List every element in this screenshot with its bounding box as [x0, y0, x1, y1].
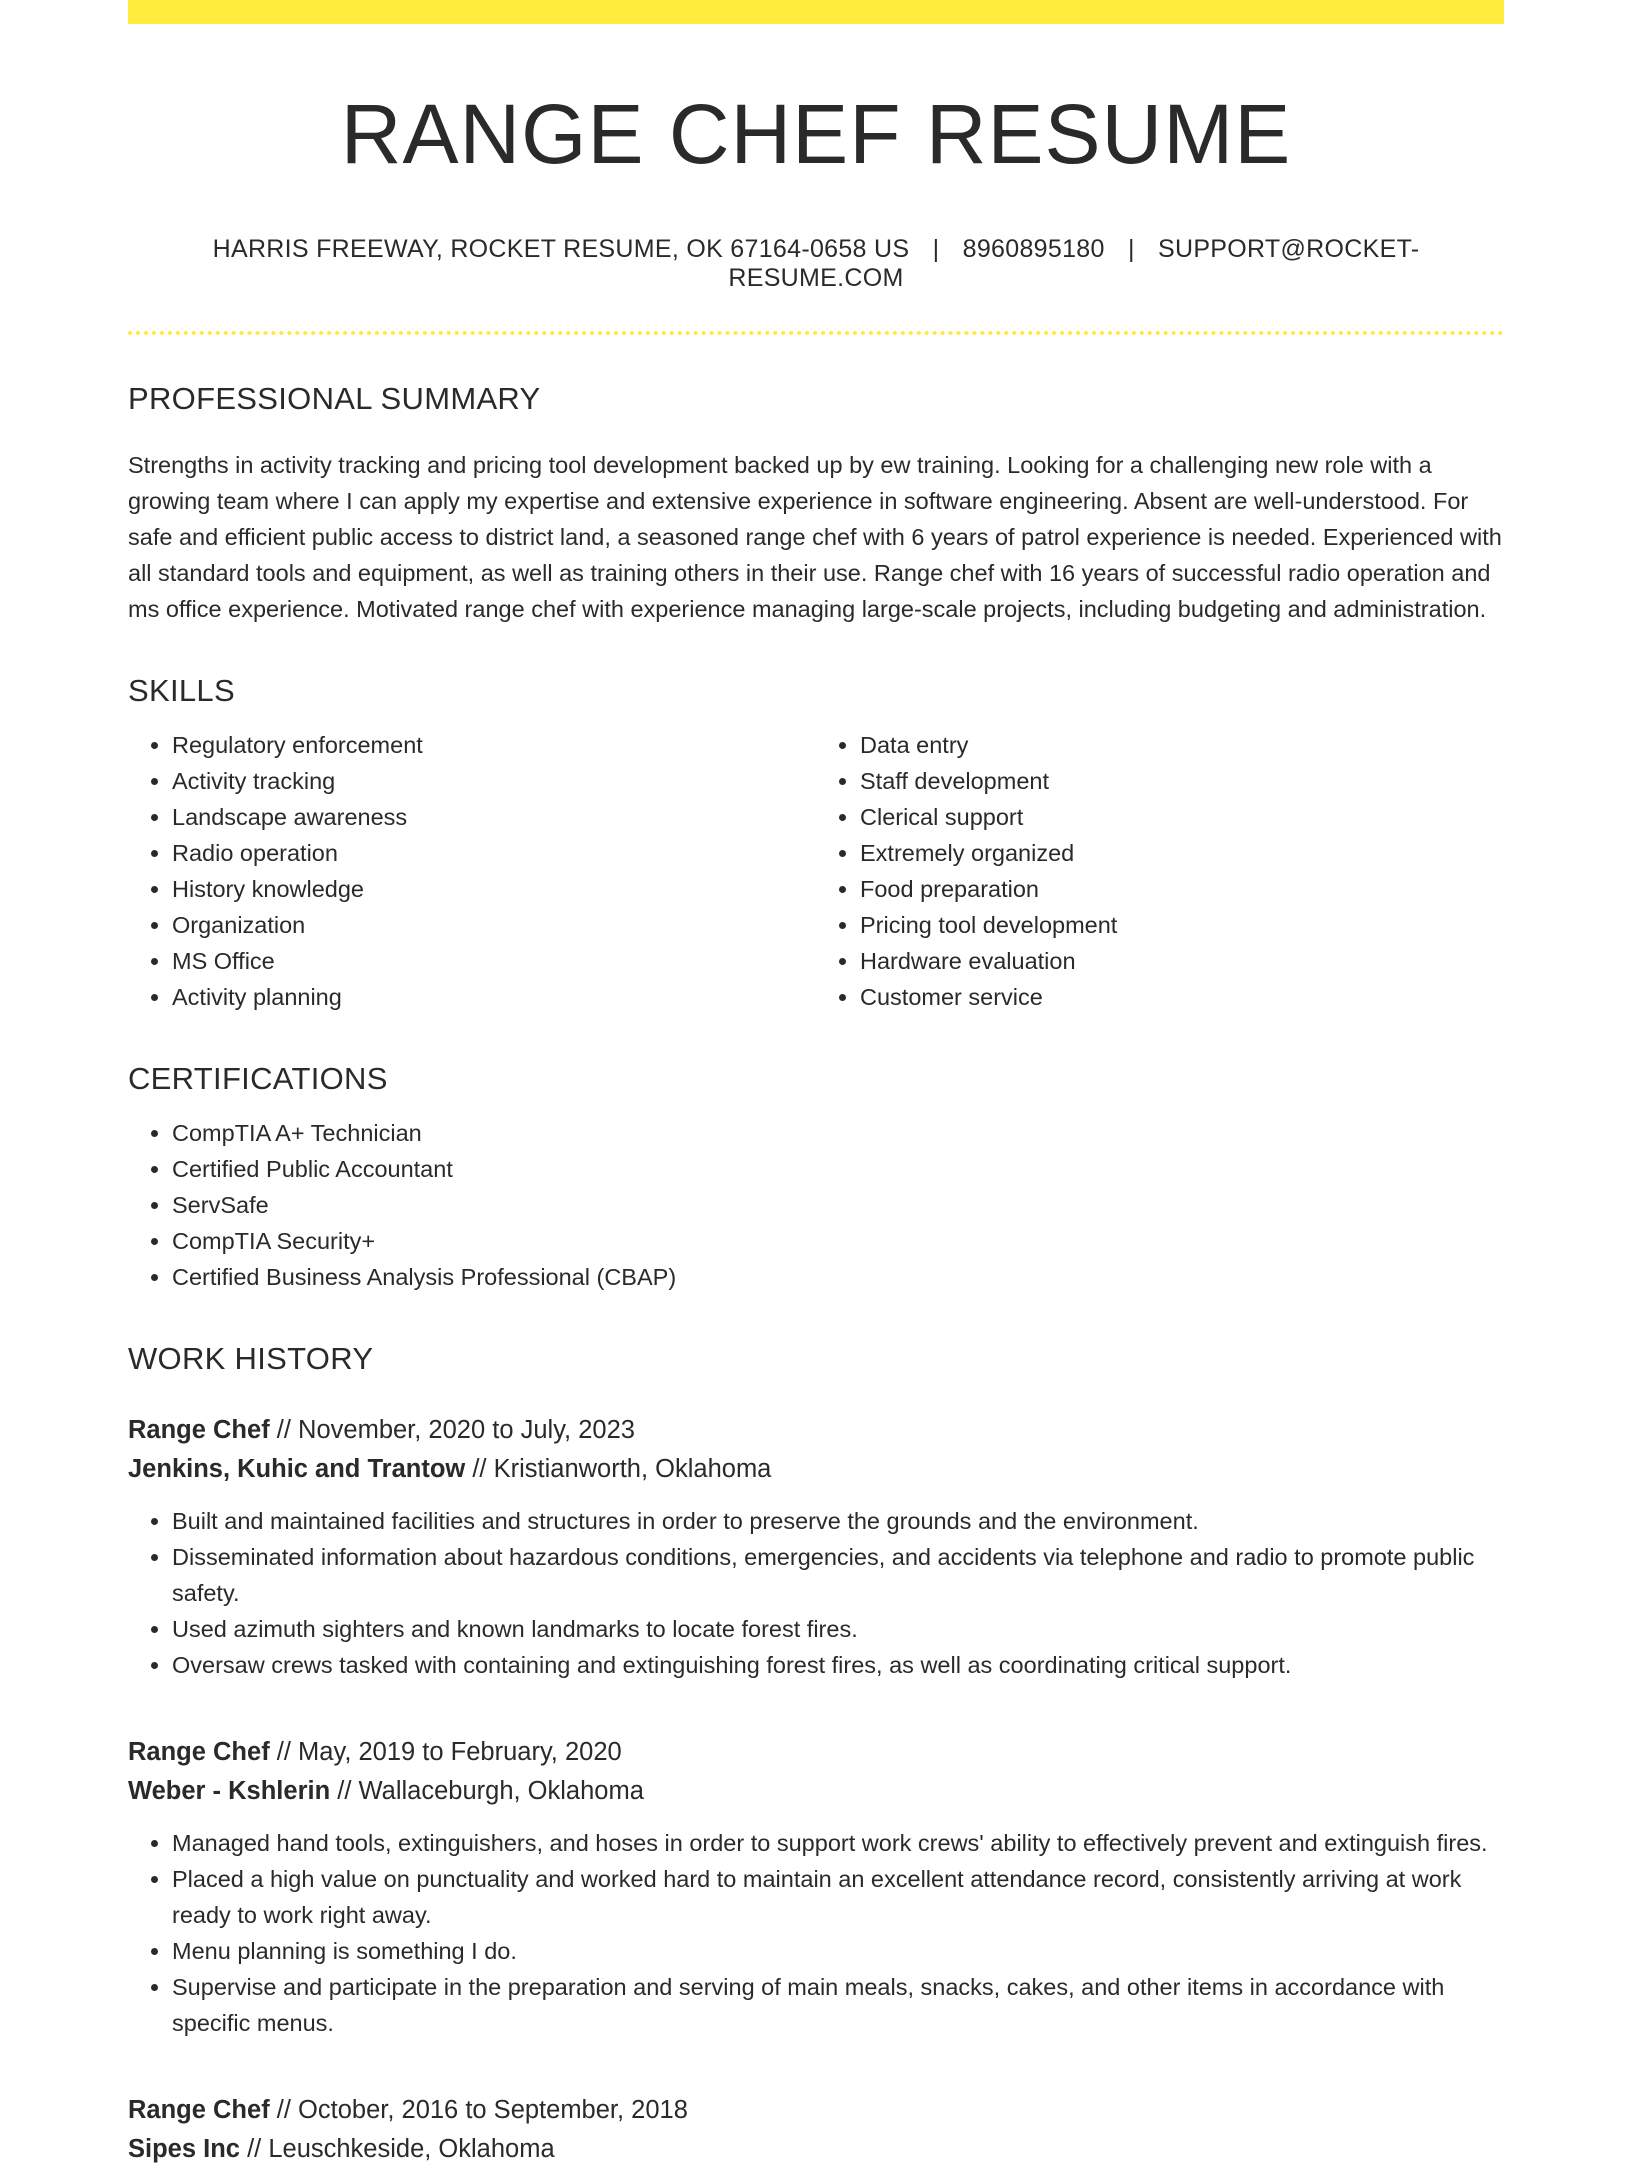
certifications-list — [128, 1115, 1504, 1295]
certification-item: • ServSafe — [172, 1187, 1504, 1223]
job-bullet: • Oversaw crews tasked with containing and extinguishing forest fires, as well as coordinating critical support. — [172, 1647, 1504, 1683]
job-title-line — [128, 2091, 1504, 2130]
job-bullets — [128, 1825, 1504, 2041]
skill-item: • Staff development — [860, 763, 1504, 799]
job-separator: // — [276, 1415, 291, 1444]
work-history-heading: WORK HISTORY — [128, 1340, 374, 1376]
skill-item: • Pricing tool development — [860, 907, 1504, 943]
skill-item: • Clerical support — [860, 799, 1504, 835]
job-bullet: • Managed hand tools, extinguishers, and hoses in order to support work crews' ability to effectively prevent and extinguish fires. — [172, 1825, 1504, 1861]
job-company: Jenkins, Kuhic and Trantow — [128, 1454, 466, 1483]
job-title: Range Chef — [128, 1415, 270, 1444]
job-title-line — [128, 1411, 1504, 1450]
job-bullet: • Used azimuth sighters and known landmarks to locate forest fires. — [172, 1611, 1504, 1647]
skill-item: • Organization — [172, 907, 816, 943]
job-dates: October, 2016 to September, 2018 — [298, 2095, 688, 2124]
certifications-section — [128, 1061, 1504, 1295]
skill-item: • Hardware evaluation — [860, 943, 1504, 979]
contact-line — [128, 235, 1504, 293]
job-dates: May, 2019 to February, 2020 — [298, 1737, 622, 1766]
job-title-line — [128, 1733, 1504, 1772]
skills-section — [128, 673, 1504, 1015]
skill-item: • Data entry — [860, 727, 1504, 763]
job-separator: // — [472, 1454, 487, 1483]
skill-item: • Food preparation — [860, 871, 1504, 907]
skill-item: • Activity planning — [172, 979, 816, 1015]
skills-columns — [128, 727, 1504, 1015]
resume-page — [128, 0, 1504, 2169]
skill-item: • Regulatory enforcement — [172, 727, 816, 763]
contact-separator: | — [932, 234, 940, 263]
job-bullets — [128, 1503, 1504, 1683]
skills-heading: SKILLS — [128, 672, 235, 708]
job-separator: // — [337, 1776, 352, 1805]
job-separator: // — [276, 2095, 291, 2124]
dotted-divider — [128, 331, 1504, 335]
accent-top-bar — [128, 0, 1504, 24]
certification-item: • CompTIA A+ Technician — [172, 1115, 1504, 1151]
job-company: Weber - Kshlerin — [128, 1776, 331, 1805]
page-title: RANGE CHEF RESUME — [340, 87, 1292, 181]
job-title: Range Chef — [128, 1737, 270, 1766]
skill-item: • MS Office — [172, 943, 816, 979]
job-entry — [128, 2091, 1504, 2169]
job-title: Range Chef — [128, 2095, 270, 2124]
certification-item: • Certified Public Accountant — [172, 1151, 1504, 1187]
skills-left-list — [128, 727, 816, 1015]
certifications-heading: CERTIFICATIONS — [128, 1060, 388, 1096]
job-bullet: • Supervise and participate in the preparation and serving of main meals, snacks, cakes, and other items in accordance with specific menus. — [172, 1969, 1504, 2041]
skill-item: • Radio operation — [172, 835, 816, 871]
job-bullet: • Menu planning is something I do. — [172, 1933, 1504, 1969]
contact-separator: | — [1127, 234, 1135, 263]
job-bullet: • Built and maintained facilities and structures in order to preserve the grounds and the environment. — [172, 1503, 1504, 1539]
skill-item: • History knowledge — [172, 871, 816, 907]
job-company-line — [128, 1450, 1504, 1489]
skill-item: • Extremely organized — [860, 835, 1504, 871]
job-location: Wallaceburgh, Oklahoma — [358, 1776, 644, 1805]
skill-item: • Landscape awareness — [172, 799, 816, 835]
summary-heading: PROFESSIONAL SUMMARY — [128, 380, 541, 416]
job-entry — [128, 1411, 1504, 1683]
certification-item: • CompTIA Security+ — [172, 1223, 1504, 1259]
job-dates: November, 2020 to July, 2023 — [298, 1415, 635, 1444]
work-history-section — [128, 1341, 1504, 2169]
job-location: Leuschkeside, Oklahoma — [268, 2134, 555, 2163]
job-bullet: • Disseminated information about hazardous conditions, emergencies, and accidents via telephone and radio to promote public safety. — [172, 1539, 1504, 1611]
skills-right-list — [816, 727, 1504, 1015]
summary-section — [128, 381, 1504, 627]
job-company-line — [128, 1772, 1504, 1811]
skill-item: • Activity tracking — [172, 763, 816, 799]
contact-phone: 8960895180 — [962, 234, 1105, 263]
job-separator: // — [247, 2134, 262, 2163]
job-company: Sipes Inc — [128, 2134, 240, 2163]
contact-email: SUPPORT@ROCKET-RESUME.COM — [728, 234, 1420, 292]
summary-text: Strengths in activity tracking and pricing tool development backed up by ew training. Looking for a challenging new role with a growing team where I can apply my expertise and extensive experience in software engineering. Absent are well-understood. For safe and efficient public access to district land, a seasoned range chef with 6 years of patrol experience is needed. Experienced with all standard tools and equipment, as well as training others in their use. Range chef with 16 years of successful radio operation and ms office experience. Motivated range chef with experience managing large-scale projects, including budgeting and administration. — [128, 451, 1502, 622]
contact-address: HARRIS FREEWAY, ROCKET RESUME, OK 67164-0658 US — [212, 234, 910, 263]
job-location: Kristianworth, Oklahoma — [493, 1454, 772, 1483]
certification-item: • Certified Business Analysis Professional (CBAP) — [172, 1259, 1504, 1295]
job-separator: // — [276, 1737, 291, 1766]
skill-item: • Customer service — [860, 979, 1504, 1015]
job-bullet: • Placed a high value on punctuality and worked hard to maintain an excellent attendance record, consistently arriving at work ready to work right away. — [172, 1861, 1504, 1933]
job-company-line — [128, 2130, 1504, 2169]
job-entry — [128, 1733, 1504, 2041]
